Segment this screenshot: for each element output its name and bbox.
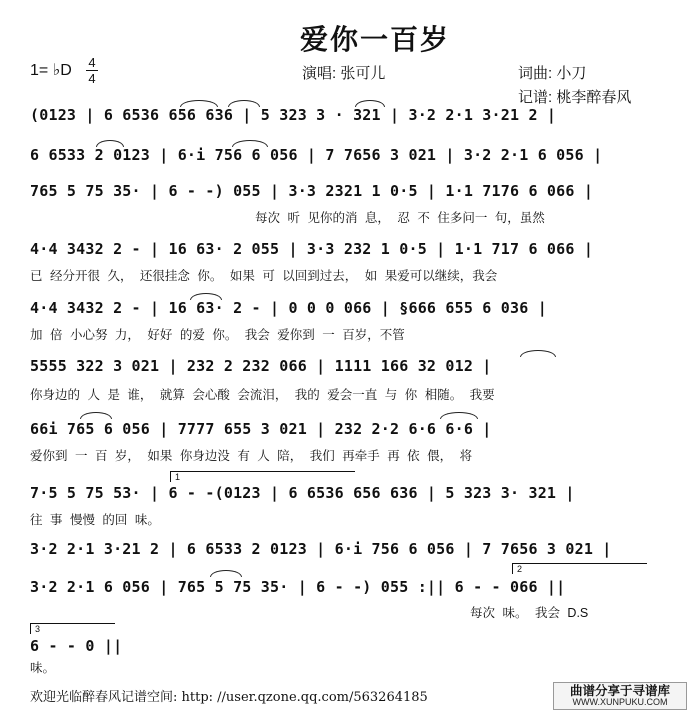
site-name: 曲谱分享于寻谱库 <box>569 684 670 698</box>
lyric-line-8: 味。 <box>30 661 56 675</box>
lyric-line-1: 每次 听 见你的消 息， 忍 不 住多问一 句，虽然 <box>255 211 545 225</box>
score-line-8: 7·5 5 75 53· | 6 - -(0123 | 6 6536 656 636 | 5 323 3· 321 | <box>30 484 575 502</box>
lyric-line-6: 往 事 慢慢 的回 味。 <box>30 513 160 527</box>
slur-mark <box>440 412 478 419</box>
score-line-3: 765 5 75 35· | 6 - -) 055 | 3·3 2321 1 0·5 | 1·1 7176 6 066 | <box>30 182 594 200</box>
site-url: WWW.XUNPUKU.COM <box>572 697 668 707</box>
lyric-line-5: 爱你到 一 百 岁， 如果 你身边没 有 人 陪， 我们 再牵手 再 依 偎， 将 <box>30 449 473 463</box>
song-title: 爱你一百岁 <box>300 24 451 55</box>
time-signature-top: 4 <box>88 55 96 70</box>
slur-mark <box>228 100 260 107</box>
lyric-line-3: 加 倍 小心努 力， 好好 的爱 你。 我会 爱你到 一 百岁，不管 <box>30 328 405 342</box>
volta-bracket-2: 2 <box>512 563 647 574</box>
volta-bracket-3: 3 <box>30 623 115 634</box>
site-badge <box>553 682 687 710</box>
key-signature: 1= ♭D <box>30 62 72 79</box>
lyricist-composer-credit: 词曲: 小刀 <box>518 65 587 82</box>
slur-mark <box>190 293 222 300</box>
score-line-11: 6 - - 0 || <box>30 637 123 655</box>
score-line-4: 4·4 3432 2 - | 16 63· 2 055 | 3·3 232 1 0·5 | 1·1 717 6 066 | <box>30 240 594 258</box>
singer-credit: 演唱: 张可儿 <box>302 65 386 82</box>
lyric-line-2: 已 经分开很 久， 还很挂念 你。 如果 可 以回到过去， 如 果爱可以继续，我会 <box>30 269 498 283</box>
score-line-7: 66i 765 6 056 | 7777 655 3 021 | 232 2·2 6·6 6·6 | <box>30 420 492 438</box>
lyric-line-7: 每次 味。 我会 D.S <box>470 606 589 620</box>
score-line-9: 3·2 2·1 3·21 2 | 6 6533 2 0123 | 6·i 756 6 056 | 7 7656 3 021 | <box>30 540 612 558</box>
slur-mark <box>520 350 556 357</box>
slur-mark <box>180 100 218 107</box>
score-line-2: 6 6533 2 0123 | 6·i 756 6 056 | 7 7656 3 021 | 3·2 2·1 6 056 | <box>30 146 603 164</box>
slur-mark <box>232 140 268 147</box>
score-line-5: 4·4 3432 2 - | 16 63· 2 - | 0 0 0 066 | §666 655 6 036 | <box>30 299 547 317</box>
score-line-1: (0123 | 6 6536 656 636 | 5 323 3 · 321 | 3·2 2·1 3·21 2 | <box>30 106 557 124</box>
lyric-line-4: 你身边的 人 是 谁， 就算 会心酸 会流泪， 我的 爱会一直 与 你 相随。 我要 <box>30 388 495 402</box>
slur-mark <box>80 412 112 419</box>
score-line-6: 5555 322 3 021 | 232 2 232 066 | 1111 166 32 012 | <box>30 357 492 375</box>
slur-mark <box>210 570 242 577</box>
visit-link-text: 欢迎光临醉春风记谱空间: http: //user.qzone.qq.com/563264185 <box>30 690 428 705</box>
time-signature-bottom: 4 <box>88 71 96 86</box>
score-line-10: 3·2 2·1 6 056 | 765 5 75 35· | 6 - -) 055 :|| 6 - - 066 || <box>30 578 566 596</box>
slur-mark <box>96 140 124 147</box>
transcriber-credit: 记谱: 桃李醉春风 <box>518 89 632 106</box>
volta-bracket-1: 1 <box>170 471 355 482</box>
time-signature <box>86 56 98 85</box>
slur-mark <box>355 100 385 107</box>
